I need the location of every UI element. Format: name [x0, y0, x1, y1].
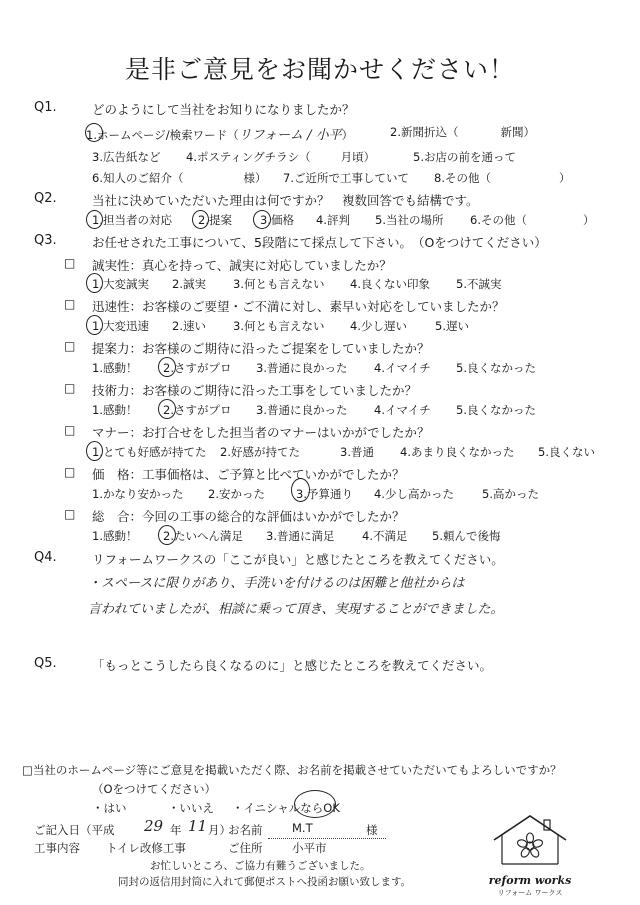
- answer-circle-mark: [158, 357, 176, 377]
- q1-option-5[interactable]: 5.お店の前を通って: [413, 150, 516, 164]
- q3-item-option[interactable]: 1.とても好感が持てた: [92, 445, 207, 459]
- consent-note: （Oをつけてください）: [92, 782, 217, 796]
- answer-circle-mark: [192, 210, 209, 229]
- q3-item-option[interactable]: 2.さすがプロ: [163, 403, 232, 417]
- date-year-value: 29: [144, 817, 164, 835]
- q3-item-option[interactable]: 5.高かった: [482, 487, 539, 501]
- page-title: 是非ご意見をお聞かせください！: [124, 55, 515, 84]
- answer-circle-mark: [86, 210, 103, 229]
- name-label: お名前: [228, 823, 263, 837]
- date-label: ご記入日（平成: [34, 823, 115, 837]
- q1-option-4[interactable]: 4.ポスティングチラシ（ 月頃）: [186, 150, 376, 164]
- q3-item-option[interactable]: 3.普通に良かった: [256, 403, 348, 417]
- address-value: 小平市: [292, 841, 327, 855]
- q3-item-option[interactable]: 1.かなり安かった: [92, 487, 184, 501]
- q3-item-option[interactable]: 5.良くなかった: [456, 403, 536, 417]
- answer-circle-mark: [253, 210, 271, 229]
- q4-question: リフォームワークスの「ここが良い」と感じたところを教えてください。: [92, 552, 504, 567]
- date-month-value: 11: [188, 817, 208, 835]
- answer-circle-mark: [158, 399, 176, 419]
- q2-option-6[interactable]: 6.その他（ ）: [470, 213, 595, 227]
- q3-item-option[interactable]: 3.予算通り: [296, 487, 353, 501]
- q3-item-option[interactable]: 5.遅い: [435, 319, 469, 333]
- q1-option-6[interactable]: 6.知人のご紹介（ 様）: [92, 171, 267, 185]
- q3-item-option[interactable]: 5.頼んで後悔: [432, 529, 501, 543]
- q2-option-5[interactable]: 5.当社の場所: [375, 213, 444, 227]
- house-logo-icon: [488, 812, 572, 870]
- thanks-message: お忙しいところ、ご協力有難うございました。: [150, 860, 371, 872]
- q3-item-option[interactable]: 5.不誠実: [456, 277, 502, 291]
- answer-circle-mark: [294, 790, 336, 818]
- q3-item-option[interactable]: 2.好感が持てた: [220, 445, 300, 459]
- date-month-unit: 月）: [208, 823, 231, 837]
- q3-item-option[interactable]: 4.イマイチ: [374, 403, 431, 417]
- q1-option-7[interactable]: 7.ご近所で工事していて: [283, 171, 409, 185]
- q3-item-question: 迅速性：お客様のご要望・ご不満に対し、素早い対応をしていましたか？: [92, 299, 505, 314]
- q1-option-8[interactable]: 8.その他（ ）: [434, 171, 571, 185]
- q2-option-4[interactable]: 4.評判: [316, 213, 350, 227]
- q1-option-1[interactable]: 1.ホームページ/検索ワード（リフォーム / 小平）: [86, 128, 354, 143]
- answer-circle-mark: [86, 315, 103, 335]
- answer-circle-mark: [85, 123, 103, 142]
- company-logo: [488, 812, 572, 897]
- q3-item-question: 提案力：お客様のご期待に沿ったご提案をしていましたか？: [92, 341, 430, 356]
- date-year-unit: 年: [170, 823, 182, 837]
- consent-option-initial[interactable]: ・イニシャルならOK: [232, 801, 340, 815]
- q2-option-2[interactable]: 2.提案: [198, 213, 232, 227]
- q3-item-option[interactable]: 4.不満足: [362, 529, 408, 543]
- q1-question: どのようにして当社をお知りになりましたか？: [92, 102, 355, 117]
- q3-item-option[interactable]: 3.普通: [340, 445, 374, 459]
- consent-option-no[interactable]: ・いいえ: [168, 801, 214, 815]
- q3-question: お任せされた工事について、5段階にて採点して下さい。 （Oをつけてください）: [92, 235, 547, 250]
- q1-option-3[interactable]: 3.広告紙など: [92, 150, 161, 164]
- q3-item-checkbox[interactable]: □: [64, 465, 76, 479]
- q3-item-checkbox[interactable]: □: [64, 381, 76, 395]
- q3-item-option[interactable]: 5.良くなかった: [456, 361, 536, 375]
- q3-item-option[interactable]: 3.普通に良かった: [256, 361, 348, 375]
- q1-option-2[interactable]: 2.新聞折込（ 新聞）: [390, 125, 535, 139]
- return-instructions: 同封の返信用封筒に入れて郵便ポストへ投函お願い致します。: [118, 876, 412, 888]
- q3-item-checkbox[interactable]: □: [64, 256, 76, 270]
- q3-item-question: 総 合：今回の工事の総合的な評価はいかがでしたか？: [92, 509, 405, 524]
- q3-item-question: マナー：お打合せをした担当者のマナーはいかがでしたか？: [92, 425, 430, 440]
- q3-item-option[interactable]: 4.イマイチ: [374, 361, 431, 375]
- q5-question: 「もっとこうしたら良くなるのに」と感じたところを教えてください。: [92, 658, 493, 673]
- q2-option-1[interactable]: 1.担当者の対応: [92, 213, 172, 227]
- answer-circle-mark: [86, 273, 103, 293]
- q2-number: Q2.: [34, 191, 57, 206]
- q4-answer-line-1: ・スペースに限りがあり、手洗いを付けるのは困難と他社からは: [88, 576, 465, 591]
- q2-option-3[interactable]: 3.価格: [260, 213, 294, 227]
- q3-item-option[interactable]: 4.あまり良くなかった: [400, 445, 515, 459]
- q3-item-checkbox[interactable]: □: [64, 507, 76, 521]
- q3-item-question: 価 格：工事価格は、ご予算と比べていかがでしたか？: [92, 467, 405, 482]
- q3-item-option[interactable]: 3.何とも言えない: [233, 277, 325, 291]
- q3-item-checkbox[interactable]: □: [64, 339, 76, 353]
- name-value: M.T: [292, 821, 313, 835]
- consent-question: □当社のホームページ等にご意見を掲載いただく際、お名前を掲載させていただいてもよろしいですか？: [22, 763, 562, 777]
- q3-item-checkbox[interactable]: □: [64, 297, 76, 311]
- work-label: 工事内容: [34, 841, 80, 855]
- q3-item-checkbox[interactable]: □: [64, 423, 76, 437]
- q2-question: 当社に決めていただいた理由は何ですか？ 複数回答でも結構です。: [92, 193, 479, 208]
- q4-answer-line-2: 言われていましたが、相談に乗って頂き、実現することができました。: [88, 602, 504, 617]
- q3-item-option[interactable]: 1.感動！: [92, 361, 138, 375]
- logo-name: reform works: [488, 874, 572, 887]
- name-suffix: 様: [366, 823, 378, 837]
- q3-item-option[interactable]: 1.大変迅速: [92, 319, 149, 333]
- q3-item-option[interactable]: 2.速い: [172, 319, 206, 333]
- q3-item-option[interactable]: 1.感動！: [92, 403, 138, 417]
- consent-option-yes[interactable]: ・はい: [92, 801, 127, 815]
- q3-item-question: 誠実性：真心を持って、誠実に対応していましたか？: [92, 258, 392, 273]
- answer-circle-mark: [291, 478, 310, 502]
- q3-item-option[interactable]: 4.少し高かった: [374, 487, 454, 501]
- work-value: トイレ改修工事: [106, 841, 186, 855]
- q3-item-option[interactable]: 3.普通に満足: [266, 529, 335, 543]
- q3-item-option[interactable]: 2.誠実: [172, 277, 206, 291]
- q4-number: Q4.: [34, 550, 57, 565]
- name-underline: [268, 838, 386, 839]
- q5-number: Q5.: [34, 656, 57, 671]
- q1-number: Q1.: [34, 100, 57, 115]
- q3-item-option[interactable]: 1.感動！: [92, 529, 138, 543]
- q3-item-option[interactable]: 2.さすがプロ: [163, 361, 232, 375]
- address-label: ご住所: [228, 841, 263, 855]
- q3-item-question: 技術力：お客様のご期待に沿った工事をしていましたか？: [92, 383, 418, 398]
- q3-item-option[interactable]: 4.少し遅い: [350, 319, 407, 333]
- q3-item-option[interactable]: 2.安かった: [208, 487, 265, 501]
- answer-circle-mark: [86, 441, 103, 461]
- q3-item-option[interactable]: 3.何とも言えない: [233, 319, 325, 333]
- q3-number: Q3.: [34, 233, 57, 248]
- q3-item-option[interactable]: 4.良くない印象: [350, 277, 430, 291]
- q3-item-option[interactable]: 5.良くない: [538, 445, 595, 459]
- logo-kana: リフォーム ワークス: [497, 889, 563, 897]
- answer-circle-mark: [158, 525, 176, 545]
- q3-item-option[interactable]: 1.大変誠実: [92, 277, 149, 291]
- q3-item-option[interactable]: 2.たいへん満足: [163, 529, 243, 543]
